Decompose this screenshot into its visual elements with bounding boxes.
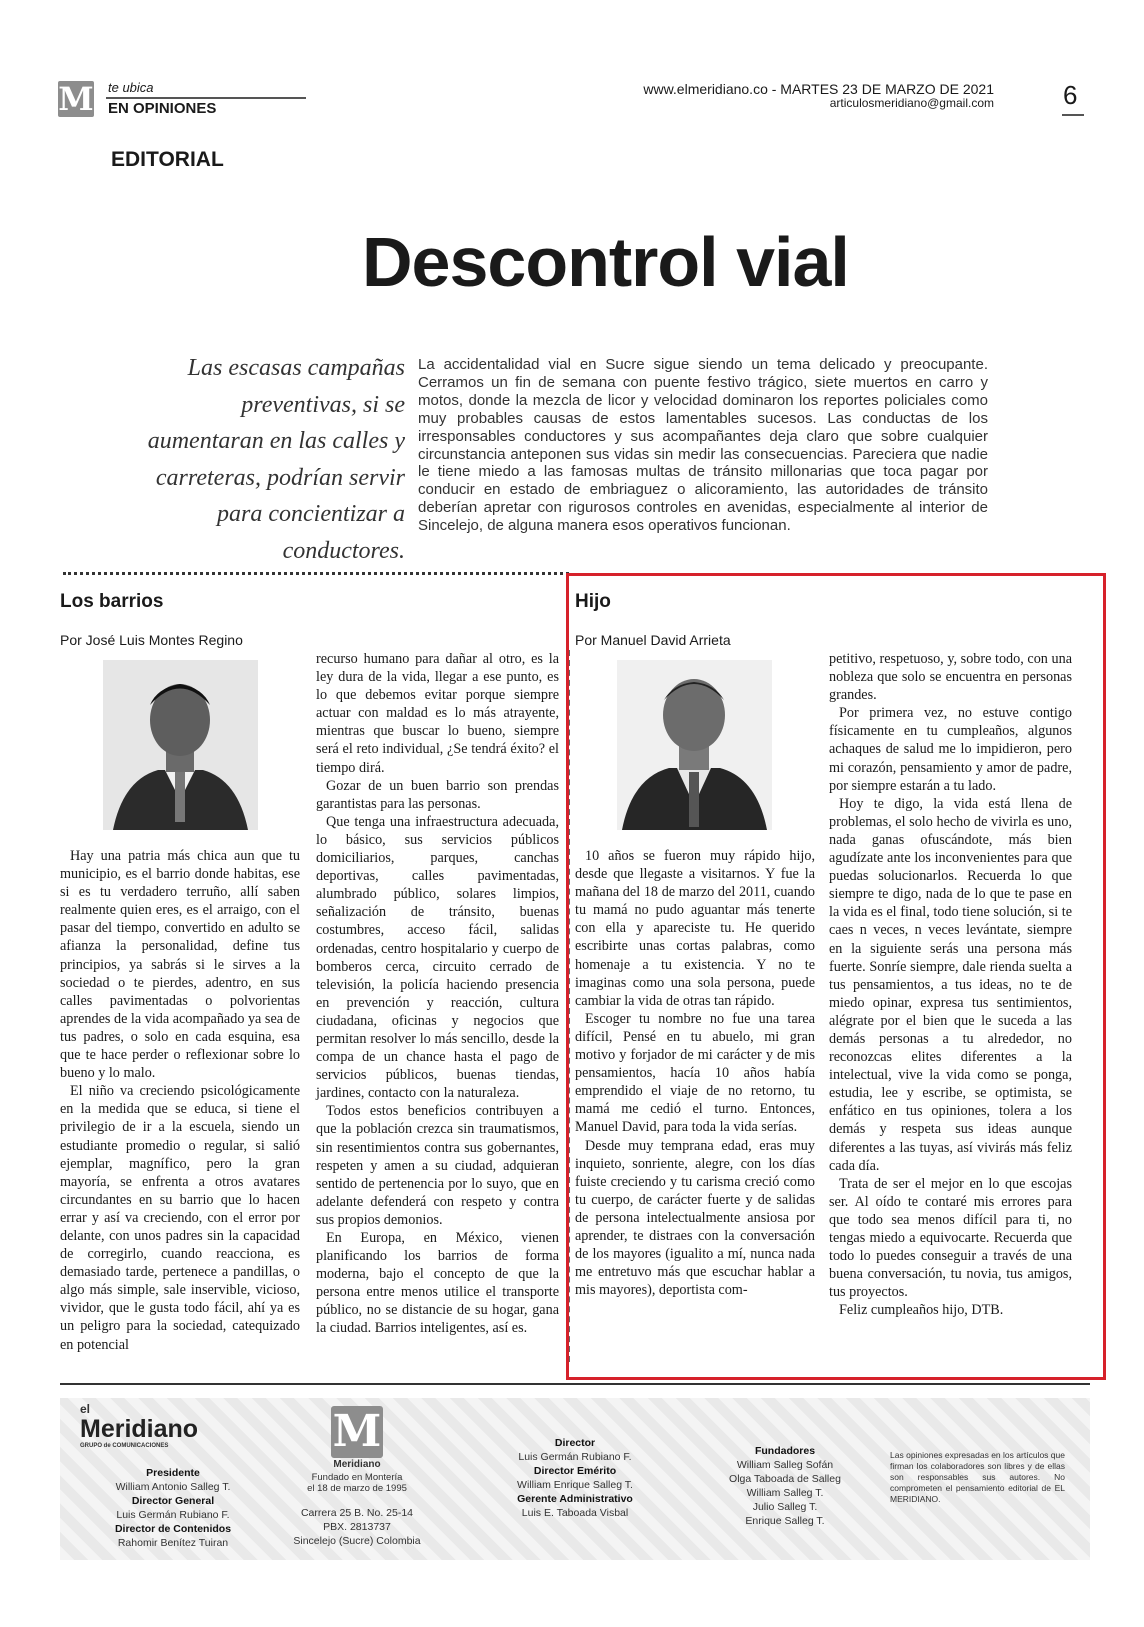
brand-subtitle: GRUPO de COMUNICACIONES: [80, 1443, 169, 1449]
page-number-underline: [1062, 114, 1084, 116]
person-name: William Antonio Salleg T.: [115, 1481, 231, 1493]
pull-quote: Las escasas campañas preventivas, si se aumentaran en las calles y carreteras, podrían servir para concientizar a conductores.: [147, 355, 405, 564]
newspaper-logo-icon: M: [58, 80, 94, 118]
article-body-barrios-left: [60, 847, 300, 1354]
paragraph: Trata de ser el mejor en lo que escojas ser. Al oído te contaré mis errores para que todo sea menos difícil para ti, no tengas miedo a equivocarte. Recuerda que todo lo puedes conseguir a través de una buena conversación, tu novia, tus amigos, tus proyectos.: [829, 1175, 1072, 1301]
person-name: Luis E. Taboada Visbal: [521, 1507, 629, 1519]
footer-divider: [60, 1383, 1090, 1385]
author-photo-barrios: [103, 660, 258, 830]
footer-management: [495, 1436, 655, 1520]
headline: Descontrol vial: [362, 223, 849, 301]
emblem-name: Meridiano: [333, 1459, 381, 1470]
role-label: Director de Contenidos: [114, 1523, 232, 1535]
person-name: Luis Germán Rubiano F.: [518, 1451, 632, 1463]
footer-directors: [68, 1466, 278, 1550]
article-body-hijo-left: [575, 847, 815, 1299]
founder-name: Julio Salleg T.: [752, 1501, 818, 1513]
paragraph: Gozar de un buen barrio son prendas garantistas para las personas.: [316, 777, 559, 812]
person-name: William Enrique Salleg T.: [517, 1479, 633, 1491]
founder-name: Enrique Salleg T.: [745, 1515, 825, 1527]
person-name: Rahomir Benítez Tuiran: [117, 1537, 229, 1549]
editorial-label: EDITORIAL: [111, 148, 224, 171]
founded-line: el 18 de marzo de 1995: [307, 1483, 407, 1494]
article-body-barrios-right: [316, 650, 559, 1338]
paragraph: Escoger tu nombre no fue una tarea difícil, Pensé en tu abuelo, mi gran motivo y forjador de mi carácter y de mis pensamientos, hacía 10 años había emprendido el viaje de no retorno, tu mamá me cedió el turno. Entonces, Manuel David, para toda la vida serías.: [575, 1010, 815, 1136]
emblem-icon: M: [332, 1406, 382, 1457]
section-name: EN OPINIONES: [108, 100, 217, 117]
paragraph: Que tenga una infraestructura adecuada, lo básico, sus servicios públicos domiciliarios, parques, canchas deportivas, calles pavimentadas, alumbrado público, solares limpios, señalización de tránsito, buenas costumbres, acceso fácil, salidas ordenadas, centro hospitalario y cuerpo de bomberos cerca, circuito cerrado de televisión, la policía haciendo presencia en prevención y reacción, cultura ciudadana, oficinas y negocios que permitan resolver lo más sencillo, desde la compa de un chance hasta el pago de servicios públicos, buenas tiendas, jardines, contacto con la naturaleza.: [316, 813, 559, 1102]
founded-line: Fundado en Montería: [311, 1472, 403, 1483]
paragraph: Hoy te digo, la vida está llena de problemas, el solo hecho de vivirla es uno, nada ganas ofuscándote, más bien agudízate ante los inconvenientes para que puedas solucionarlos. Recuerda lo que siempre te digo, nada de lo que te pase en la vida es el final, todo tiene solución, si te caes n veces, n veces levántate, siempre en la siguiente serás una persona más fuerte. Sonríe siempre, dale rienda suelta a tus pensamientos, a tus ideas, no te de miedo opinar, expresa tus sentimientos, alégrate por el bien que le suceda a las demás personas a tu alrededor, no reconozcas elites diferentes a la intelectual, vive la vida como se ponga, estudia, lee y escribe, se optimista, se enfático en tus opiniones, tolera a los demás y respeta sus ideas aunque diferentes a las tuyas, así vivirás más feliz cada día.: [829, 795, 1072, 1174]
paragraph: Desde muy temprana edad, eras muy inquieto, sonriente, alegre, con los días fuiste creciendo y tu carisma creció como tu cuerpo, de carácter fuerte y de salidas de persona intelectualmente ansiosa por aprender, te distraes con la conversación de los mayores (igualito a mí, nunca nada me entretuvo más que escuchar hablar a mis mayores), deportista com-: [575, 1137, 815, 1299]
paragraph: Todos estos beneficios contribuyen a que la población crezca sin traumatismos, sin resentimientos contra sus gobernantes, respeten y amen a su ciudad, adquieran sentido de pertenencia por lo suyo, que en adelante defenderá con respeto y contra sus propios demonios.: [316, 1103, 559, 1228]
role-label: Director General: [131, 1495, 215, 1507]
address-line: Sincelejo (Sucre) Colombia: [293, 1535, 421, 1547]
header-info: [643, 82, 994, 110]
founders-title: Fundadores: [754, 1445, 816, 1457]
paragraph: recurso humano para dañar al otro, es la ley dura de la vida, llegar a ese punto, es lo que debemos evitar porque siempre actuar con maldad es lo más atrayente, mientras que buscar lo bueno, siempre será el reto individual, ¿Se tendrá éxito? el tiempo dirá.: [316, 651, 559, 776]
paragraph: Por primera vez, no estuve contigo físicamente en tu cumpleaños, algunos achaques de salud me lo impidieron, pero mi corazón, pensamiento y amor de padre, por siempre estarán a tu lado.: [829, 705, 1072, 794]
brand-small: el: [80, 1402, 91, 1416]
address-line: Carrera 25 B. No. 25-14: [300, 1507, 414, 1519]
footer-disclaimer: Las opiniones expresadas en los artículos que firman los colaboradores son libres y de ellas son responsables sus autores. No comprometen el pensamiento editorial de EL MERIDIANO.: [890, 1450, 1065, 1504]
byline-hijo: Por Manuel David Arrieta: [575, 632, 731, 648]
role-label: Director Emérito: [533, 1465, 617, 1477]
role-label: Presidente: [146, 1467, 200, 1479]
address-line: PBX. 2813737: [323, 1521, 391, 1533]
paragraph: Feliz cumpleaños hijo, DTB.: [839, 1302, 1004, 1319]
author-photo-hijo: [617, 660, 772, 830]
paragraph: El niño va creciendo psicológicamente en la medida que se educa, si tiene el privilegio de ir a la escuela, siendo un estudiante promedio o regular, si salió ejemplar, magnífico, pero la gran mayoría, se enfrenta a otros avatares circundantes en su barrio que lo hacen errar y así va creciendo, con el error por delante, con unos padres sin la capacidad de corregirlo, cuando reacciona, es demasiado tarde, pertenece a pandillas, o algo más simple, sale inservible, vicioso, vividor, que le gusta todo fácil, ahí ya es un peligro para la sociedad, catequizado en potencial: [60, 1083, 300, 1353]
paragraph: Hay una patria más chica aun que tu municipio, es el barrio donde habitas, ese si es tu verdadero terruño, allí saben realmente quien eres, es el arraigo, con el pasar del tiempo, convertido en adulto se afianza la personalidad, define tus principios, ya sabrás si le sirves a la sociedad o te pierdes, adentro, en sus calles pavimentadas o polvorientas aprendes de la vida acompañado ya sea de tus padres, o solo en cada esquina, esa que te hace perder o reflexionar sobre lo bueno y lo malo.: [60, 848, 300, 1082]
contact-email: articulosmeridiano@gmail.com: [829, 96, 994, 110]
founder-name: William Salleg T.: [746, 1487, 824, 1499]
site-date: www.elmeridiano.co - MARTES 23 DE MARZO DE 2021: [643, 81, 994, 97]
portrait-image: [103, 660, 258, 830]
footer-founders: [705, 1444, 865, 1528]
role-label: Gerente Administrativo: [517, 1493, 633, 1505]
page-number: 6: [1063, 80, 1078, 110]
masthead-footer: [60, 1398, 1090, 1560]
editorial-lead: La accidentalidad vial en Sucre sigue siendo un tema delicado y preocupante. Cerramos un fin de semana con puente festivo trágico, siete muertos en carro y motos, donde la mezcla de licor y velocidad dominaron los reportes policiales como muy probables causas de estos lamentables sucesos. Las conductas de los irresponsables conductores y sus acompañantes deja claro que sobre cualquier circunstancia anteponen sus vidas sin medir las consecuencias. Pareciera que nadie le tiene miedo a las famosas multas de tránsito millonarias que toca pagar por conducir en estado de embriaguez o alicoramiento, las autoridades de tránsito deberían apretar con rigurosos controles en avenidas, especialmente al interior de Sincelejo, de alguna manera esos operativos funcionan.: [418, 356, 988, 535]
brand-logo: [80, 1402, 240, 1450]
article-body-hijo-right: [829, 650, 1072, 1319]
footer-emblem: [292, 1406, 422, 1548]
paragraph: 10 años se fueron muy rápido hijo, desde que llegaste a visitarnos. Y fue la mañana del 18 de marzo del 2011, cuando tu mamá no pudo aguantar más tenerte con ella y apareciste tu. He querido escribirte unas cortas palabras, como homenaje a tu existencia. Y no te imaginas como una sola persona, puede cambiar la vida de otras tan rápido.: [575, 848, 815, 1009]
paragraph: En Europa, en México, vienen planificando los barrios de forma moderna, bajo el concepto de que la persona entre menos utilice el transporte público, no se distancie de su hogar, gana la ciudad. Barrios inteligentes, así es.: [316, 1230, 559, 1337]
byline-barrios: Por José Luis Montes Regino: [60, 632, 243, 648]
article-title-barrios: Los barrios: [60, 591, 164, 612]
role-label: Director: [554, 1437, 596, 1449]
brand-name: Meridiano: [80, 1415, 199, 1443]
section-tagline: te ubica: [108, 80, 154, 95]
paragraph: petitivo, respetuoso, y, sobre todo, con una nobleza que solo se encuentra en personas grandes.: [829, 651, 1072, 704]
founder-name: William Salleg Sofán: [736, 1459, 834, 1471]
header-divider: [106, 97, 306, 99]
founder-name: Olga Taboada de Salleg: [729, 1473, 841, 1485]
person-name: Luis Germán Rubiano F.: [116, 1509, 230, 1521]
section-divider: [63, 572, 569, 575]
article-title-hijo: Hijo: [575, 591, 611, 612]
portrait-image: [617, 660, 772, 830]
